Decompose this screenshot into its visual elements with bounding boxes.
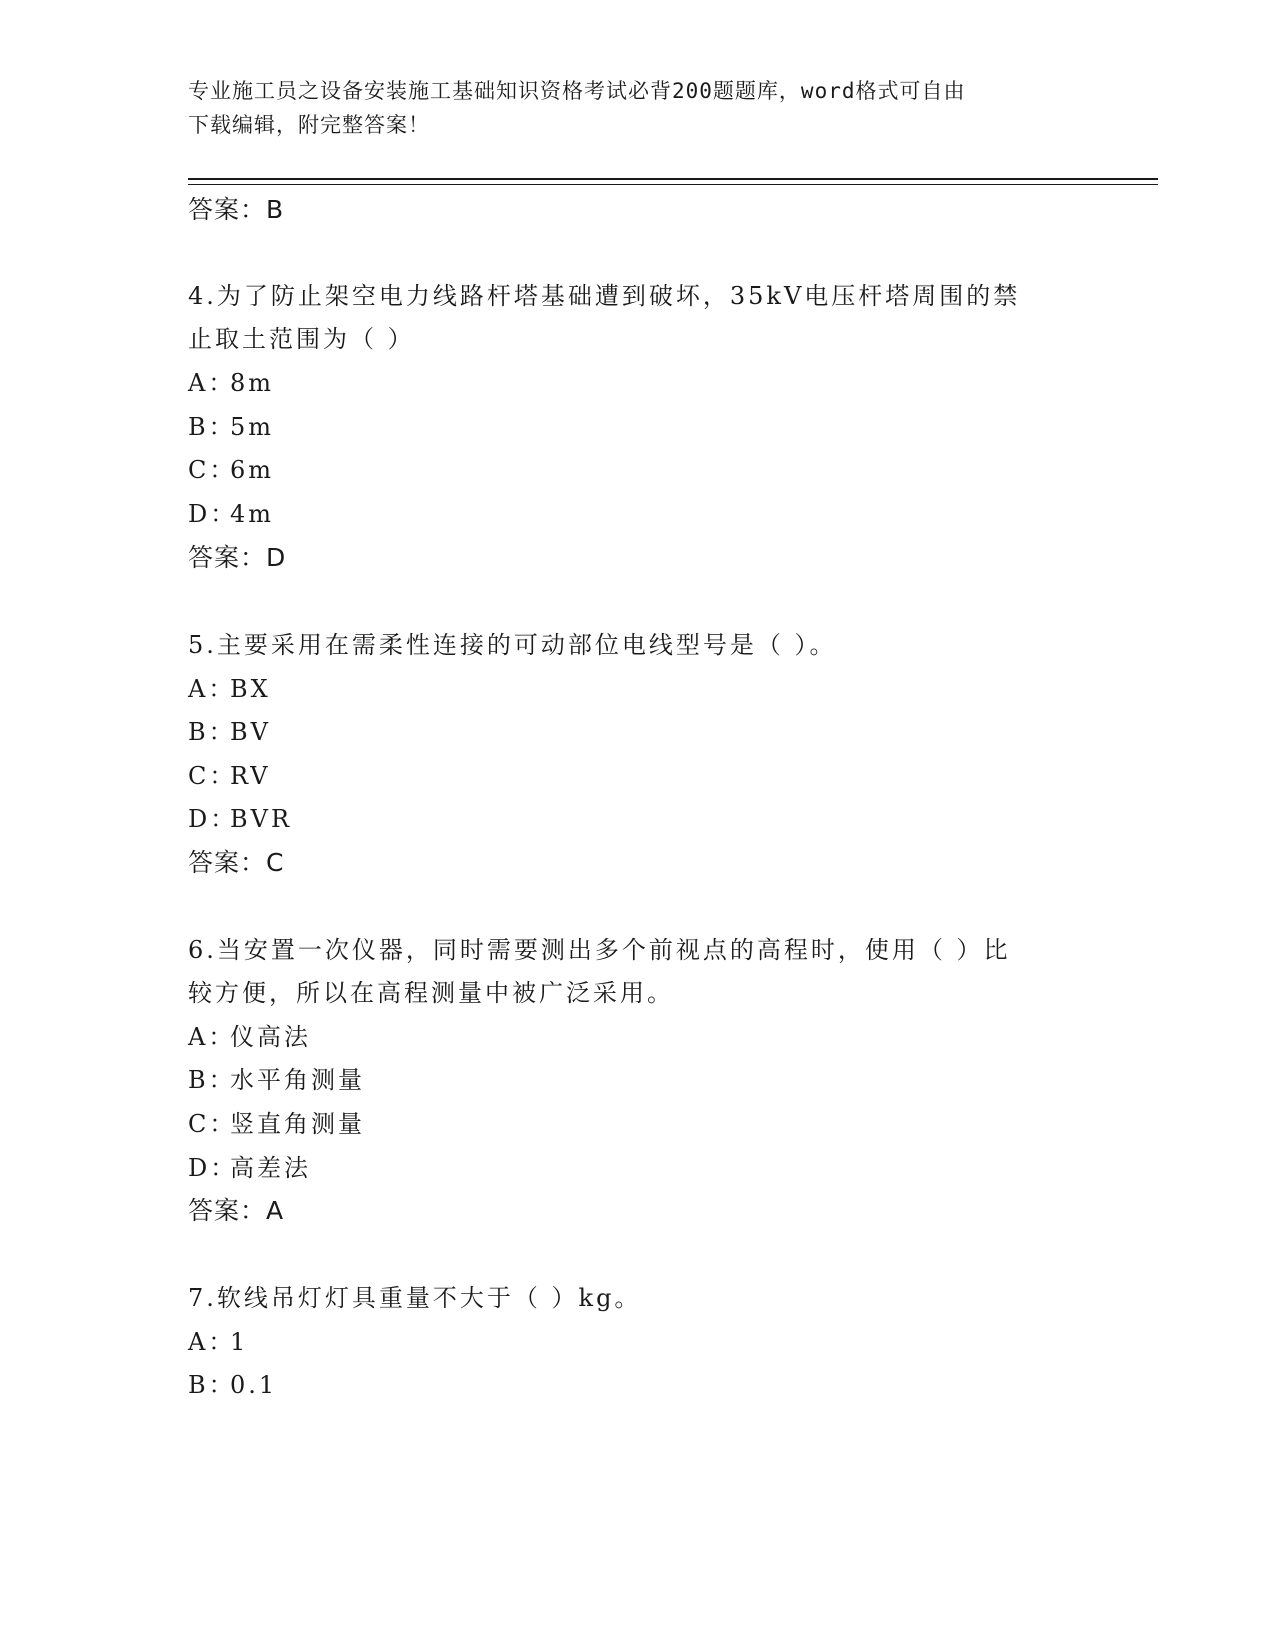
option-letter: A： <box>188 1328 236 1356</box>
option-text: 5m <box>230 413 275 441</box>
question-4-answer: 答案：D <box>188 543 287 572</box>
option-text: BX <box>230 675 271 703</box>
option-text: 1 <box>230 1328 249 1356</box>
option-text: BV <box>230 718 271 746</box>
option-letter: C： <box>188 762 237 790</box>
option-letter: B： <box>188 413 236 441</box>
question-4-option-d <box>188 494 274 529</box>
question-4-option-b <box>188 407 274 442</box>
question-6-option-a <box>188 1017 311 1052</box>
question-5-answer: 答案：C <box>188 848 285 877</box>
option-letter: B： <box>188 1371 236 1399</box>
option-letter: D： <box>188 805 238 833</box>
question-6-option-b <box>188 1060 365 1095</box>
question-6-stem-line-2: 较方便，所以在高程测量中被广泛采用。 <box>188 979 674 1007</box>
question-6-option-c <box>188 1104 365 1139</box>
option-letter: B： <box>188 718 236 746</box>
option-text: 0.1 <box>230 1371 278 1399</box>
option-letter: D： <box>188 500 238 528</box>
question-5-option-b <box>188 712 271 747</box>
document-header <box>188 74 1088 142</box>
option-text: RV <box>230 762 271 790</box>
question-4-stem-line-2: 止取土范围为（ ） <box>188 325 415 353</box>
question-6-answer: 答案：A <box>188 1196 285 1225</box>
option-text: 水平角测量 <box>230 1066 365 1094</box>
answer-prev: 答案：B <box>188 195 285 224</box>
header-line-2: 下载编辑，附完整答案！ <box>188 113 430 137</box>
option-letter: B： <box>188 1066 236 1094</box>
header-line-1: 专业施工员之设备安装施工基础知识资格考试必背200题题库，word格式可自由 <box>188 79 966 103</box>
question-4-stem-line-1: 4.为了防止架空电力线路杆塔基础遭到破坏，35kV电压杆塔周围的禁 <box>188 282 1021 310</box>
option-text: 4m <box>230 500 275 528</box>
header-divider-thin <box>188 184 1158 185</box>
option-text: 高差法 <box>230 1154 311 1182</box>
option-letter: D： <box>188 1154 238 1182</box>
question-5-option-a <box>188 669 271 704</box>
question-6-option-d <box>188 1148 311 1183</box>
option-letter: C： <box>188 456 237 484</box>
option-letter: A： <box>188 1023 236 1051</box>
option-text: 仪高法 <box>230 1023 311 1051</box>
question-7-option-a <box>188 1322 248 1357</box>
option-letter: C： <box>188 1110 237 1138</box>
question-4-option-a <box>188 363 274 398</box>
option-letter: A： <box>188 369 236 397</box>
option-text: BVR <box>230 805 293 833</box>
question-6-stem-line-1: 6.当安置一次仪器，同时需要测出多个前视点的高程时，使用（ ）比 <box>188 936 1011 964</box>
option-text: 8m <box>230 369 275 397</box>
question-7-option-b <box>188 1365 277 1400</box>
option-text: 竖直角测量 <box>230 1110 365 1138</box>
option-text: 6m <box>230 456 275 484</box>
question-4-option-c <box>188 450 274 485</box>
question-5-option-c <box>188 756 271 791</box>
question-5-option-d <box>188 799 292 834</box>
header-divider-thick <box>188 178 1158 180</box>
question-5-stem-line-1: 5.主要采用在需柔性连接的可动部位电线型号是（ ）。 <box>188 631 837 659</box>
option-letter: A： <box>188 675 236 703</box>
question-7-stem-line-1: 7.软线吊灯灯具重量不大于（ ）kg。 <box>188 1284 642 1312</box>
